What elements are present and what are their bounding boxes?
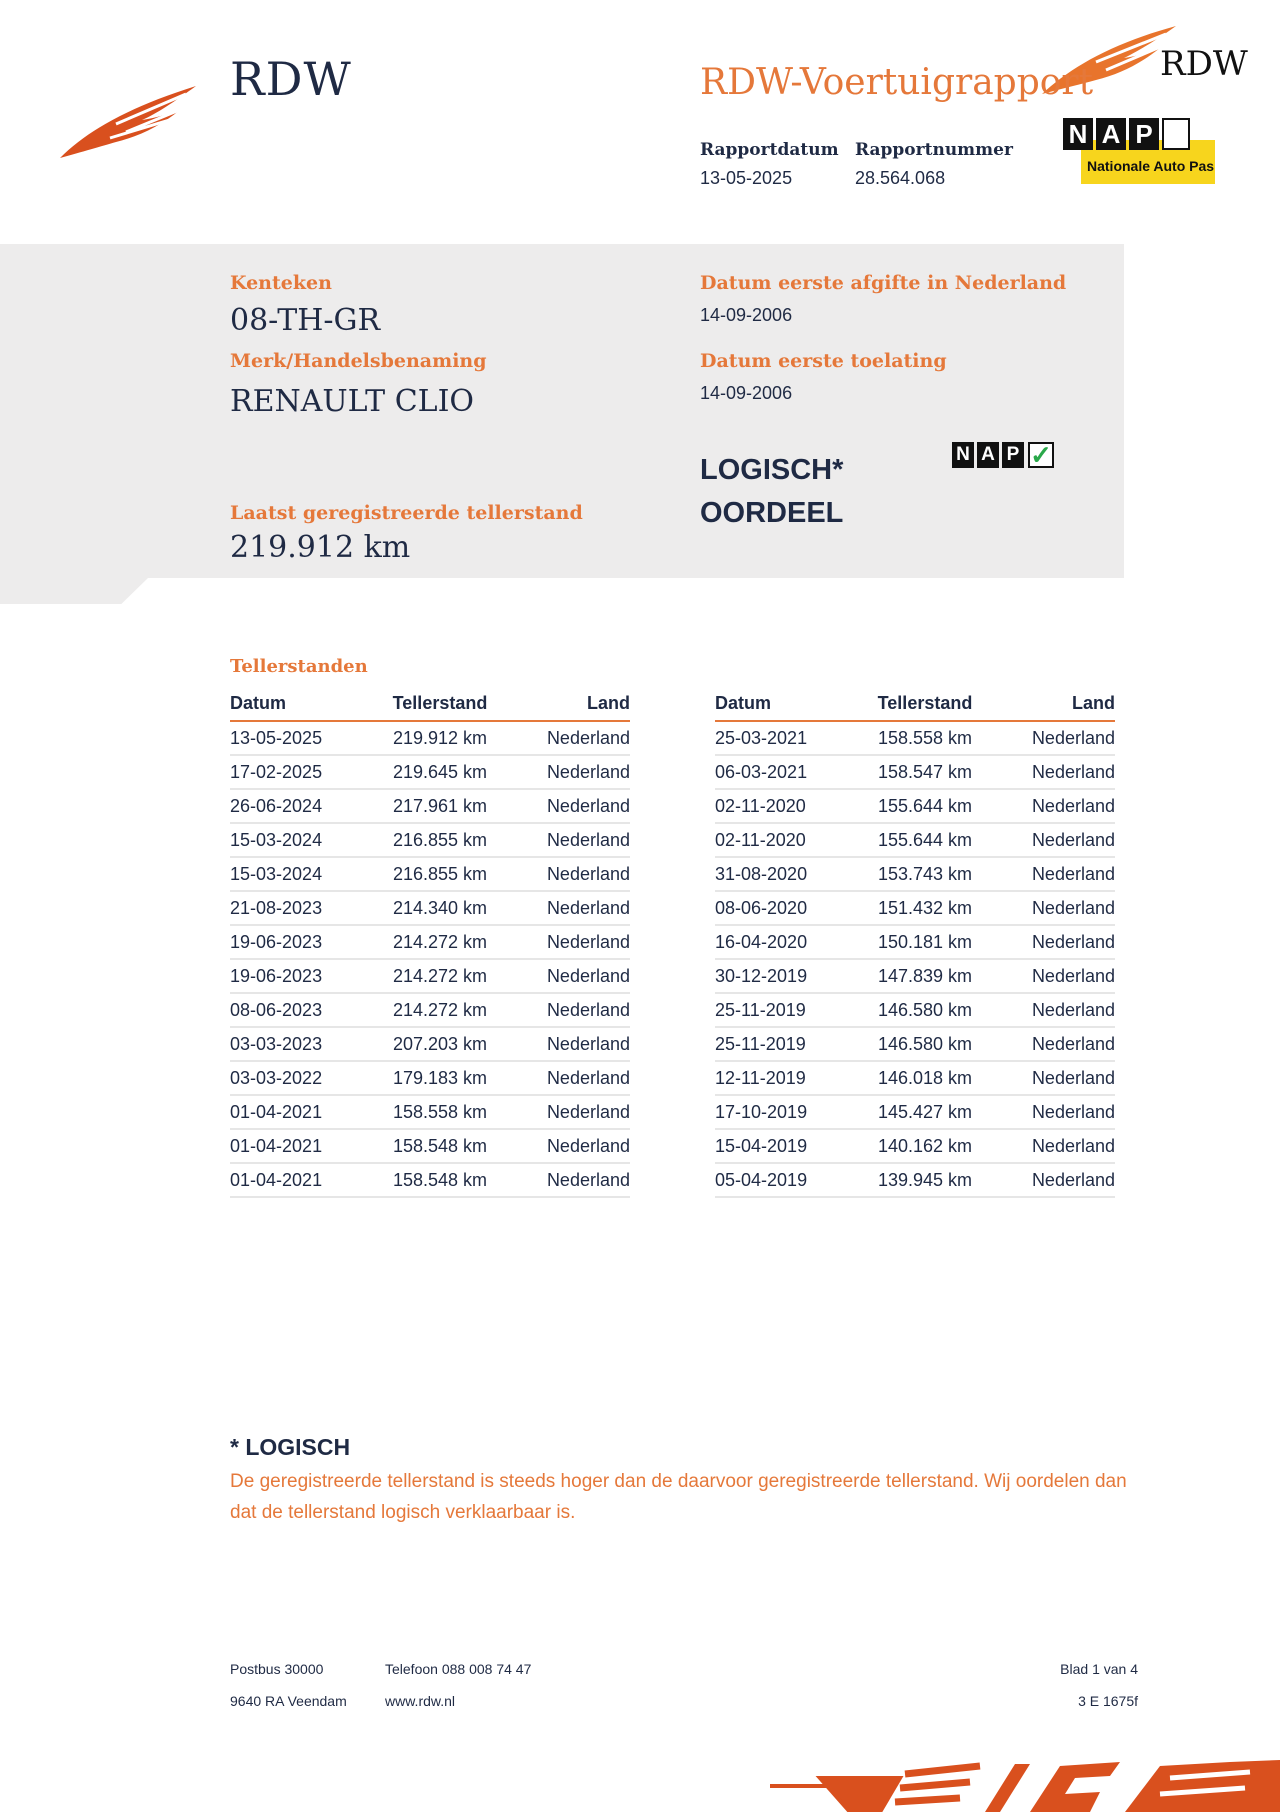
cell-reading: 146.018 km xyxy=(865,1061,985,1095)
col-header-date: Datum xyxy=(230,690,380,721)
odometer-table-right xyxy=(715,690,1115,1198)
nap-blank-square xyxy=(1162,118,1190,150)
cell-date: 01-04-2021 xyxy=(230,1095,380,1129)
table-row xyxy=(715,857,1115,891)
col-header-reading: Tellerstand xyxy=(380,690,500,721)
cell-country: Nederland xyxy=(985,993,1115,1027)
footer-city: 9640 RA Veendam xyxy=(230,1693,347,1709)
odometer-section-title: Tellerstanden xyxy=(230,656,368,677)
panel-notch xyxy=(0,578,148,604)
cell-country: Nederland xyxy=(500,1129,630,1163)
cell-date: 19-06-2023 xyxy=(230,925,380,959)
table-row xyxy=(715,925,1115,959)
table-row xyxy=(230,1061,630,1095)
report-number-label: Rapportnummer xyxy=(855,140,1013,160)
cell-reading: 146.580 km xyxy=(865,1027,985,1061)
cell-reading: 140.162 km xyxy=(865,1129,985,1163)
cell-reading: 155.644 km xyxy=(865,823,985,857)
first-nl-label: Datum eerste afgifte in Nederland xyxy=(700,272,1067,294)
col-header-date: Datum xyxy=(715,690,865,721)
cell-country: Nederland xyxy=(985,925,1115,959)
cell-country: Nederland xyxy=(985,1027,1115,1061)
cell-country: Nederland xyxy=(500,925,630,959)
cell-country: Nederland xyxy=(985,721,1115,755)
cell-country: Nederland xyxy=(985,1129,1115,1163)
first-admission-value: 14-09-2006 xyxy=(700,383,793,403)
footer-doc-code: 3 E 1675f xyxy=(1078,1693,1138,1709)
report-date: 13-05-2025 xyxy=(700,168,793,188)
cell-date: 15-04-2019 xyxy=(715,1129,865,1163)
cell-country: Nederland xyxy=(500,993,630,1027)
table-row xyxy=(230,1129,630,1163)
brand-name: RDW xyxy=(230,52,352,106)
cell-reading: 207.203 km xyxy=(380,1027,500,1061)
cell-reading: 146.580 km xyxy=(865,993,985,1027)
cell-country: Nederland xyxy=(500,789,630,823)
cell-country: Nederland xyxy=(500,891,630,925)
nap-letter-a: A xyxy=(1096,118,1126,150)
rdw-logo-icon xyxy=(56,80,206,162)
nap-check-logo xyxy=(952,442,1064,486)
table-row xyxy=(230,1163,630,1197)
cell-date: 25-11-2019 xyxy=(715,1027,865,1061)
nap-caption: Nationale Auto Pas xyxy=(1087,158,1215,174)
check-icon: ✓ xyxy=(1028,442,1054,468)
table-row xyxy=(230,959,630,993)
cell-reading: 216.855 km xyxy=(380,823,500,857)
cell-reading: 153.743 km xyxy=(865,857,985,891)
corner-brand: RDW xyxy=(1160,44,1248,84)
cell-date: 25-11-2019 xyxy=(715,993,865,1027)
cell-reading: 217.961 km xyxy=(380,789,500,823)
table-row xyxy=(230,1027,630,1061)
cell-date: 06-03-2021 xyxy=(715,755,865,789)
cell-country: Nederland xyxy=(985,823,1115,857)
table-row xyxy=(230,755,630,789)
cell-reading: 214.340 km xyxy=(380,891,500,925)
cell-date: 16-04-2020 xyxy=(715,925,865,959)
cell-date: 01-04-2021 xyxy=(230,1129,380,1163)
nap-small-a: A xyxy=(977,442,999,468)
cell-date: 26-06-2024 xyxy=(230,789,380,823)
footer-website: www.rdw.nl xyxy=(385,1693,456,1709)
verdict-line1: LOGISCH* xyxy=(700,454,844,486)
cell-country: Nederland xyxy=(985,959,1115,993)
cell-date: 25-03-2021 xyxy=(715,721,865,755)
table-row xyxy=(715,789,1115,823)
cell-country: Nederland xyxy=(500,755,630,789)
cell-reading: 145.427 km xyxy=(865,1095,985,1129)
cell-date: 30-12-2019 xyxy=(715,959,865,993)
vehicle-summary-panel xyxy=(0,244,1124,578)
table-row xyxy=(715,1129,1115,1163)
table-row xyxy=(230,891,630,925)
cell-date: 08-06-2023 xyxy=(230,993,380,1027)
cell-date: 21-08-2023 xyxy=(230,891,380,925)
footnote-title: * LOGISCH xyxy=(230,1434,351,1460)
nap-logo xyxy=(1063,118,1217,186)
cell-date: 08-06-2020 xyxy=(715,891,865,925)
cell-reading: 214.272 km xyxy=(380,959,500,993)
report-title: RDW-Voertuigrapport xyxy=(700,62,1094,103)
col-header-country: Land xyxy=(985,690,1115,721)
cell-reading: 158.547 km xyxy=(865,755,985,789)
cell-country: Nederland xyxy=(500,1027,630,1061)
table-row xyxy=(715,993,1115,1027)
cell-date: 05-04-2019 xyxy=(715,1163,865,1197)
cell-reading: 147.839 km xyxy=(865,959,985,993)
first-admission-label: Datum eerste toelating xyxy=(700,350,947,372)
table-row xyxy=(230,993,630,1027)
cell-country: Nederland xyxy=(500,721,630,755)
footer-stripes-decoration-icon xyxy=(730,1756,1280,1812)
footnote-text: De geregistreerde tellerstand is steeds hoger dan de daarvoor geregistreerde tellerstand. Wij oordelen dan dat de tellerstand logisch verklaarbaar is. xyxy=(230,1471,1127,1523)
cell-country: Nederland xyxy=(500,1095,630,1129)
make-label: Merk/Handelsbenaming xyxy=(230,350,487,372)
footer-page-number: Blad 1 van 4 xyxy=(1060,1661,1138,1677)
cell-reading: 214.272 km xyxy=(380,993,500,1027)
footer-phone: Telefoon 088 008 74 47 xyxy=(385,1661,532,1677)
cell-reading: 214.272 km xyxy=(380,925,500,959)
col-header-reading: Tellerstand xyxy=(865,690,985,721)
cell-reading: 158.558 km xyxy=(380,1095,500,1129)
table-row xyxy=(715,721,1115,755)
first-nl-value: 14-09-2006 xyxy=(700,305,793,325)
table-row xyxy=(715,823,1115,857)
cell-date: 15-03-2024 xyxy=(230,823,380,857)
table-row xyxy=(230,721,630,755)
col-header-country: Land xyxy=(500,690,630,721)
cell-date: 19-06-2023 xyxy=(230,959,380,993)
nap-letter-p: P xyxy=(1129,118,1159,150)
nap-letter-n: N xyxy=(1063,118,1093,150)
cell-date: 17-02-2025 xyxy=(230,755,380,789)
verdict-line2: OORDEEL xyxy=(700,497,844,529)
table-row xyxy=(715,755,1115,789)
cell-date: 01-04-2021 xyxy=(230,1163,380,1197)
cell-reading: 150.181 km xyxy=(865,925,985,959)
cell-date: 02-11-2020 xyxy=(715,823,865,857)
plate-value: 08-TH-GR xyxy=(230,303,381,338)
cell-date: 15-03-2024 xyxy=(230,857,380,891)
nap-small-p: P xyxy=(1002,442,1024,468)
cell-country: Nederland xyxy=(985,1061,1115,1095)
cell-reading: 158.558 km xyxy=(865,721,985,755)
cell-country: Nederland xyxy=(985,857,1115,891)
odometer-table-right-body xyxy=(715,721,1115,1197)
cell-country: Nederland xyxy=(500,823,630,857)
cell-country: Nederland xyxy=(985,1163,1115,1197)
cell-reading: 139.945 km xyxy=(865,1163,985,1197)
report-number: 28.564.068 xyxy=(855,168,946,188)
cell-reading: 151.432 km xyxy=(865,891,985,925)
table-row xyxy=(230,857,630,891)
cell-reading: 179.183 km xyxy=(380,1061,500,1095)
cell-reading: 216.855 km xyxy=(380,857,500,891)
table-header-row xyxy=(230,690,630,721)
table-row xyxy=(715,1163,1115,1197)
cell-reading: 158.548 km xyxy=(380,1163,500,1197)
cell-date: 03-03-2022 xyxy=(230,1061,380,1095)
cell-country: Nederland xyxy=(985,755,1115,789)
table-row xyxy=(715,959,1115,993)
cell-reading: 219.645 km xyxy=(380,755,500,789)
odometer-table-left xyxy=(230,690,630,1198)
table-row xyxy=(230,925,630,959)
plate-label: Kenteken xyxy=(230,272,332,294)
odometer-table-left-body xyxy=(230,721,630,1197)
cell-reading: 219.912 km xyxy=(380,721,500,755)
cell-date: 12-11-2019 xyxy=(715,1061,865,1095)
cell-reading: 155.644 km xyxy=(865,789,985,823)
cell-date: 13-05-2025 xyxy=(230,721,380,755)
table-row xyxy=(715,1027,1115,1061)
table-header-row xyxy=(715,690,1115,721)
table-row xyxy=(715,891,1115,925)
table-row xyxy=(715,1061,1115,1095)
table-row xyxy=(715,1095,1115,1129)
cell-country: Nederland xyxy=(985,789,1115,823)
last-odometer-label: Laatst geregistreerde tellerstand xyxy=(230,502,583,524)
report-date-label: Rapportdatum xyxy=(700,140,839,160)
cell-country: Nederland xyxy=(985,1095,1115,1129)
nap-small-n: N xyxy=(952,442,974,468)
cell-reading: 158.548 km xyxy=(380,1129,500,1163)
make-value: RENAULT CLIO xyxy=(230,384,475,419)
cell-country: Nederland xyxy=(500,1061,630,1095)
last-odometer-value: 219.912 km xyxy=(230,530,411,565)
cell-date: 02-11-2020 xyxy=(715,789,865,823)
footer-postbus: Postbus 30000 xyxy=(230,1661,324,1677)
table-row xyxy=(230,789,630,823)
cell-date: 17-10-2019 xyxy=(715,1095,865,1129)
cell-country: Nederland xyxy=(985,891,1115,925)
cell-date: 31-08-2020 xyxy=(715,857,865,891)
cell-country: Nederland xyxy=(500,857,630,891)
table-row xyxy=(230,823,630,857)
cell-country: Nederland xyxy=(500,959,630,993)
cell-country: Nederland xyxy=(500,1163,630,1197)
table-row xyxy=(230,1095,630,1129)
cell-date: 03-03-2023 xyxy=(230,1027,380,1061)
